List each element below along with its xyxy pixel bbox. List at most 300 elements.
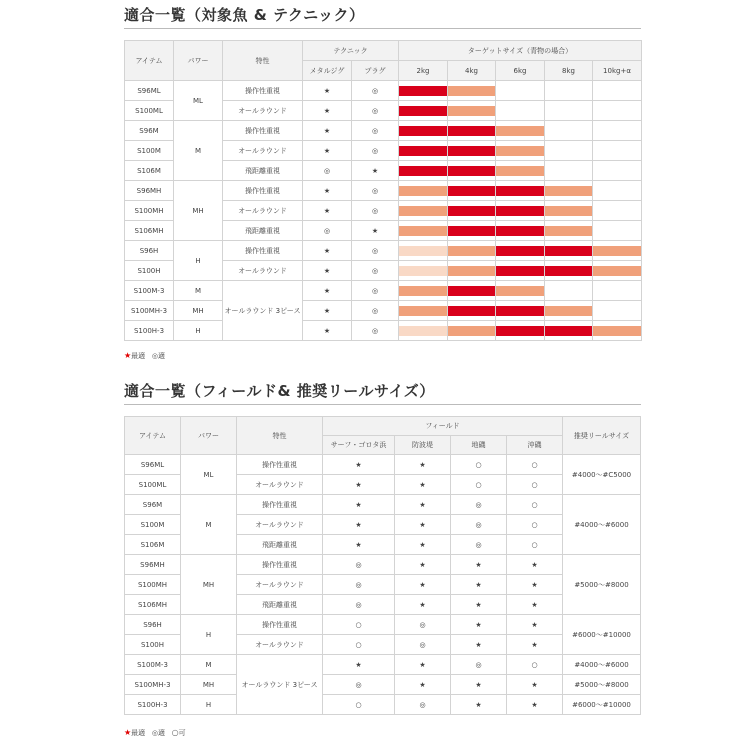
power-cell: M <box>181 655 237 675</box>
size-bar-cell <box>448 81 496 101</box>
field-rating-cell: ★ <box>395 555 451 575</box>
reel-size-cell: #4000～#6000 <box>563 655 641 675</box>
item-cell: S100H <box>125 635 181 655</box>
metal-jig-cell: ★ <box>303 241 352 261</box>
table-row <box>125 615 641 635</box>
size-bar-cell <box>496 321 545 341</box>
metal-jig-cell: ★ <box>303 301 352 321</box>
item-cell: S96MH <box>125 181 174 201</box>
feature-cell: オールラウンド <box>223 141 303 161</box>
size-fill-bar <box>448 186 495 196</box>
field-rating-cell: ★ <box>451 575 507 595</box>
size-bar-cell <box>545 301 593 321</box>
feature-cell: 操作性重視 <box>223 181 303 201</box>
size-bar-cell <box>545 161 593 181</box>
item-cell: S96M <box>125 495 181 515</box>
size-bar-cell <box>496 141 545 161</box>
size-bar-cell <box>545 221 593 241</box>
size-bar-cell <box>496 101 545 121</box>
feature-cell: 飛距離重視 <box>223 221 303 241</box>
field-rating-cell: ★ <box>323 515 395 535</box>
header2-feature: 特性 <box>237 417 323 455</box>
table-row <box>125 555 641 575</box>
size-fill-bar <box>448 286 495 296</box>
size-bar-cell <box>399 281 448 301</box>
size-fill-bar <box>496 246 544 256</box>
size-fill-bar <box>448 226 495 236</box>
table-row <box>125 281 642 301</box>
field-rating-cell: ★ <box>395 535 451 555</box>
field-rating-cell: ★ <box>323 475 395 495</box>
plug-cell: ★ <box>352 161 399 181</box>
size-fill-bar <box>399 166 447 176</box>
size-fill-bar <box>593 266 641 276</box>
size-bar-cell <box>593 141 642 161</box>
plug-cell: ◎ <box>352 281 399 301</box>
table-row <box>125 301 642 321</box>
size-fill-bar <box>496 306 544 316</box>
feature-cell: 操作性重視 <box>237 495 323 515</box>
field-rating-cell: ★ <box>507 675 563 695</box>
table-row <box>125 655 641 675</box>
header2-field: フィールド <box>323 417 563 436</box>
header-power: パワー <box>174 41 223 81</box>
header-size-2kg: 2kg <box>399 61 448 81</box>
feature-cell: 飛距離重視 <box>237 595 323 615</box>
power-cell: M <box>174 121 223 181</box>
size-bar-cell <box>545 281 593 301</box>
size-bar-cell <box>399 121 448 141</box>
size-fill-bar <box>399 326 447 336</box>
reel-size-cell: #4000～#6000 <box>563 495 641 555</box>
size-fill-bar <box>448 126 495 136</box>
header2-shore-rock: 地磯 <box>451 436 507 455</box>
size-bar-cell <box>593 301 642 321</box>
size-fill-bar <box>545 186 592 196</box>
header-size-8kg: 8kg <box>545 61 593 81</box>
size-fill-bar <box>545 306 592 316</box>
power-cell: H <box>174 321 223 341</box>
feature-cell: 操作性重視 <box>223 241 303 261</box>
size-bar-cell <box>448 321 496 341</box>
metal-jig-cell: ★ <box>303 181 352 201</box>
size-bar-cell <box>399 201 448 221</box>
reel-size-cell: #6000～#10000 <box>563 615 641 655</box>
field-rating-cell: ★ <box>451 675 507 695</box>
size-bar-cell <box>593 81 642 101</box>
item-cell: S100M-3 <box>125 281 174 301</box>
size-bar-cell <box>496 241 545 261</box>
feature-cell: オールラウンド <box>223 101 303 121</box>
field-rating-cell: ★ <box>395 575 451 595</box>
header-technique: テクニック <box>303 41 399 61</box>
size-fill-bar <box>448 266 495 276</box>
legend2-double-circle-icon: ◎ <box>151 729 158 737</box>
size-fill-bar <box>399 206 447 216</box>
size-bar-cell <box>496 201 545 221</box>
field-rating-cell: ★ <box>507 695 563 715</box>
size-fill-bar <box>496 326 544 336</box>
size-bar-cell <box>448 201 496 221</box>
feature-cell: オールラウンド <box>237 575 323 595</box>
size-bar-cell <box>399 161 448 181</box>
field-rating-cell: ★ <box>323 655 395 675</box>
table-row <box>125 181 642 201</box>
legend-double-circle-icon: ◎ <box>151 352 158 360</box>
field-rating-cell: ★ <box>395 475 451 495</box>
reel-size-cell: #5000～#8000 <box>563 675 641 695</box>
table1-title-rule <box>124 28 641 29</box>
field-rating-cell: ○ <box>451 475 507 495</box>
field-rating-cell: ○ <box>507 495 563 515</box>
power-cell: M <box>181 495 237 555</box>
size-bar-cell <box>593 321 642 341</box>
power-cell: ML <box>174 81 223 121</box>
field-rating-cell: ★ <box>507 575 563 595</box>
field-rating-cell: ○ <box>323 695 395 715</box>
header-size-6kg: 6kg <box>496 61 545 81</box>
field-rating-cell: ★ <box>395 515 451 535</box>
size-bar-cell <box>496 281 545 301</box>
size-bar-cell <box>496 81 545 101</box>
field-rating-cell: ★ <box>395 655 451 675</box>
header-size-10kg: 10kg+α <box>593 61 642 81</box>
plug-cell: ◎ <box>352 81 399 101</box>
metal-jig-cell: ★ <box>303 321 352 341</box>
feature-cell: 操作性重視 <box>223 81 303 101</box>
header2-breakwater: 防波堤 <box>395 436 451 455</box>
field-rating-cell: ○ <box>507 455 563 475</box>
size-bar-cell <box>593 281 642 301</box>
item-cell: S100MH-3 <box>125 301 174 321</box>
feature-cell: 飛距離重視 <box>237 535 323 555</box>
table-row <box>125 495 641 515</box>
field-rating-cell: ★ <box>323 495 395 515</box>
size-fill-bar <box>448 146 495 156</box>
field-rating-cell: ★ <box>395 495 451 515</box>
size-fill-bar <box>545 206 592 216</box>
feature-cell: 操作性重視 <box>223 121 303 141</box>
field-rating-cell: ★ <box>323 535 395 555</box>
header-size-4kg: 4kg <box>448 61 496 81</box>
metal-jig-cell: ★ <box>303 141 352 161</box>
item-cell: S96M <box>125 121 174 141</box>
reel-size-cell: #6000～#10000 <box>563 695 641 715</box>
feature-cell: オールラウンド <box>237 635 323 655</box>
size-bar-cell <box>496 301 545 321</box>
size-fill-bar <box>399 146 447 156</box>
size-fill-bar <box>399 106 447 116</box>
power-cell: ML <box>181 455 237 495</box>
size-bar-cell <box>545 241 593 261</box>
size-fill-bar <box>399 246 447 256</box>
size-bar-cell <box>593 181 642 201</box>
plug-cell: ◎ <box>352 181 399 201</box>
table2-title: 適合一覧（フィールド& 推奨リールサイズ） <box>124 382 435 400</box>
field-rating-cell: ○ <box>507 655 563 675</box>
reel-size-cell: #4000～#C5000 <box>563 455 641 495</box>
legend-star-icon: ★ <box>124 351 132 360</box>
size-bar-cell <box>448 261 496 281</box>
legend-best-label: 最適 <box>131 352 146 360</box>
item-cell: S96H <box>125 615 181 635</box>
size-fill-bar <box>399 286 447 296</box>
item-cell: S100M <box>125 141 174 161</box>
field-rating-cell: ★ <box>507 615 563 635</box>
metal-jig-cell: ★ <box>303 81 352 101</box>
legend2-possible-label: 可 <box>178 729 186 737</box>
field-rating-cell: ★ <box>451 615 507 635</box>
table1-legend <box>124 351 165 361</box>
size-fill-bar <box>496 186 544 196</box>
item-cell: S100H-3 <box>125 321 174 341</box>
header-item: アイテム <box>125 41 174 81</box>
size-fill-bar <box>399 266 447 276</box>
size-bar-cell <box>545 81 593 101</box>
field-rating-cell: ◎ <box>395 695 451 715</box>
legend2-star-icon: ★ <box>124 728 132 737</box>
item-cell: S96H <box>125 241 174 261</box>
size-fill-bar <box>399 226 447 236</box>
size-fill-bar <box>593 326 641 336</box>
header2-power: パワー <box>181 417 237 455</box>
size-fill-bar <box>545 266 592 276</box>
item-cell: S100M-3 <box>125 655 181 675</box>
legend2-best-label: 最適 <box>131 729 146 737</box>
item-cell: S100H <box>125 261 174 281</box>
size-bar-cell <box>448 281 496 301</box>
legend2-suitable-label: 適 <box>157 729 165 737</box>
size-fill-bar <box>448 166 495 176</box>
metal-jig-cell: ★ <box>303 201 352 221</box>
compat-table-field-reel <box>124 416 641 715</box>
field-rating-cell: ○ <box>507 475 563 495</box>
item-cell: S100MH-3 <box>125 675 181 695</box>
field-rating-cell: ◎ <box>323 575 395 595</box>
size-bar-cell <box>399 81 448 101</box>
field-rating-cell: ◎ <box>395 615 451 635</box>
size-bar-cell <box>399 301 448 321</box>
item-cell: S100M <box>125 515 181 535</box>
feature-cell: オールラウンド <box>223 201 303 221</box>
field-rating-cell: ○ <box>323 615 395 635</box>
field-rating-cell: ◎ <box>323 595 395 615</box>
field-rating-cell: ★ <box>507 555 563 575</box>
plug-cell: ◎ <box>352 261 399 281</box>
size-fill-bar <box>545 226 592 236</box>
size-bar-cell <box>448 121 496 141</box>
power-cell: MH <box>174 301 223 321</box>
field-rating-cell: ◎ <box>451 515 507 535</box>
table2-title-rule <box>124 404 641 405</box>
size-fill-bar <box>496 146 544 156</box>
size-fill-bar <box>496 206 544 216</box>
legend2-circle-icon: ○ <box>171 728 179 737</box>
field-rating-cell: ◎ <box>451 655 507 675</box>
metal-jig-cell: ★ <box>303 261 352 281</box>
size-fill-bar <box>399 126 447 136</box>
size-bar-cell <box>593 201 642 221</box>
feature-cell: オールラウンド <box>237 515 323 535</box>
size-bar-cell <box>545 101 593 121</box>
feature-cell: オールラウンド <box>237 475 323 495</box>
size-fill-bar <box>448 246 495 256</box>
size-bar-cell <box>496 161 545 181</box>
feature-cell: 操作性重視 <box>237 615 323 635</box>
header2-reel-size: 推奨リールサイズ <box>563 417 641 455</box>
table-row <box>125 455 641 475</box>
size-bar-cell <box>496 121 545 141</box>
item-cell: S106MH <box>125 221 174 241</box>
table1-title: 適合一覧（対象魚 & テクニック） <box>124 6 365 24</box>
feature-cell: 飛距離重視 <box>223 161 303 181</box>
table-row <box>125 241 642 261</box>
size-bar-cell <box>545 181 593 201</box>
size-fill-bar <box>545 326 592 336</box>
feature-cell: 操作性重視 <box>237 455 323 475</box>
size-bar-cell <box>448 301 496 321</box>
header-plug: プラグ <box>352 61 399 81</box>
size-fill-bar <box>448 326 495 336</box>
compat-table-technique <box>124 40 642 341</box>
field-rating-cell: ◎ <box>395 635 451 655</box>
item-cell: S100MH <box>125 201 174 221</box>
power-cell: MH <box>181 555 237 615</box>
field-rating-cell: ★ <box>451 695 507 715</box>
plug-cell: ◎ <box>352 301 399 321</box>
size-bar-cell <box>399 261 448 281</box>
metal-jig-cell: ◎ <box>303 221 352 241</box>
item-cell: S106M <box>125 161 174 181</box>
size-bar-cell <box>448 141 496 161</box>
table-row <box>125 81 642 101</box>
size-fill-bar <box>448 206 495 216</box>
header2-item: アイテム <box>125 417 181 455</box>
field-rating-cell: ◎ <box>451 535 507 555</box>
field-rating-cell: ○ <box>323 635 395 655</box>
size-fill-bar <box>496 266 544 276</box>
field-rating-cell: ★ <box>451 555 507 575</box>
size-bar-cell <box>399 181 448 201</box>
size-bar-cell <box>399 221 448 241</box>
field-rating-cell: ★ <box>507 595 563 615</box>
power-cell: H <box>181 695 237 715</box>
metal-jig-cell: ◎ <box>303 161 352 181</box>
field-rating-cell: ○ <box>507 515 563 535</box>
power-cell: H <box>174 241 223 281</box>
table-row <box>125 121 642 141</box>
size-bar-cell <box>593 121 642 141</box>
metal-jig-cell: ★ <box>303 101 352 121</box>
size-fill-bar <box>448 306 495 316</box>
table-row <box>125 321 642 341</box>
field-rating-cell: ★ <box>323 455 395 475</box>
size-fill-bar <box>448 106 495 116</box>
table2-legend <box>124 728 186 738</box>
field-rating-cell: ★ <box>395 675 451 695</box>
field-rating-cell: ◎ <box>451 495 507 515</box>
size-bar-cell <box>496 181 545 201</box>
size-bar-cell <box>496 261 545 281</box>
metal-jig-cell: ★ <box>303 281 352 301</box>
plug-cell: ◎ <box>352 321 399 341</box>
size-fill-bar <box>399 86 447 96</box>
plug-cell: ◎ <box>352 121 399 141</box>
size-bar-cell <box>593 241 642 261</box>
size-bar-cell <box>545 321 593 341</box>
field-rating-cell: ◎ <box>323 555 395 575</box>
plug-cell: ◎ <box>352 101 399 121</box>
size-fill-bar <box>593 246 641 256</box>
size-bar-cell <box>448 221 496 241</box>
item-cell: S100H-3 <box>125 695 181 715</box>
feature-cell: オールラウンド 3ピース <box>223 281 303 341</box>
size-bar-cell <box>496 221 545 241</box>
field-rating-cell: ○ <box>451 455 507 475</box>
field-rating-cell: ○ <box>507 535 563 555</box>
reel-size-cell: #5000～#8000 <box>563 555 641 615</box>
field-rating-cell: ★ <box>451 635 507 655</box>
metal-jig-cell: ★ <box>303 121 352 141</box>
size-bar-cell <box>545 261 593 281</box>
size-fill-bar <box>448 86 495 96</box>
table-row <box>125 695 641 715</box>
field-rating-cell: ◎ <box>323 675 395 695</box>
size-fill-bar <box>496 166 544 176</box>
field-rating-cell: ★ <box>395 595 451 615</box>
plug-cell: ★ <box>352 221 399 241</box>
feature-cell: オールラウンド <box>223 261 303 281</box>
size-fill-bar <box>545 246 592 256</box>
item-cell: S106M <box>125 535 181 555</box>
size-bar-cell <box>593 161 642 181</box>
item-cell: S100ML <box>125 475 181 495</box>
size-bar-cell <box>399 321 448 341</box>
feature-cell: 操作性重視 <box>237 555 323 575</box>
size-bar-cell <box>448 101 496 121</box>
item-cell: S96MH <box>125 555 181 575</box>
plug-cell: ◎ <box>352 141 399 161</box>
item-cell: S96ML <box>125 455 181 475</box>
header2-offshore-rock: 沖磯 <box>507 436 563 455</box>
size-bar-cell <box>593 101 642 121</box>
item-cell: S106MH <box>125 595 181 615</box>
size-fill-bar <box>399 306 447 316</box>
size-bar-cell <box>399 101 448 121</box>
size-bar-cell <box>399 141 448 161</box>
size-bar-cell <box>448 181 496 201</box>
header-target-size: ターゲットサイズ（青物の場合） <box>399 41 642 61</box>
item-cell: S100MH <box>125 575 181 595</box>
size-fill-bar <box>496 126 544 136</box>
field-rating-cell: ★ <box>395 455 451 475</box>
feature-cell: オールラウンド 3ピース <box>237 655 323 715</box>
header2-surf: サーフ・ゴロタ浜 <box>323 436 395 455</box>
size-bar-cell <box>593 221 642 241</box>
power-cell: M <box>174 281 223 301</box>
plug-cell: ◎ <box>352 201 399 221</box>
size-bar-cell <box>593 261 642 281</box>
header-metal-jig: メタルジグ <box>303 61 352 81</box>
size-bar-cell <box>448 161 496 181</box>
legend-suitable-label: 適 <box>157 352 165 360</box>
size-bar-cell <box>545 201 593 221</box>
power-cell: MH <box>174 181 223 241</box>
size-bar-cell <box>545 141 593 161</box>
field-rating-cell: ★ <box>451 595 507 615</box>
size-bar-cell <box>448 241 496 261</box>
size-fill-bar <box>496 226 544 236</box>
